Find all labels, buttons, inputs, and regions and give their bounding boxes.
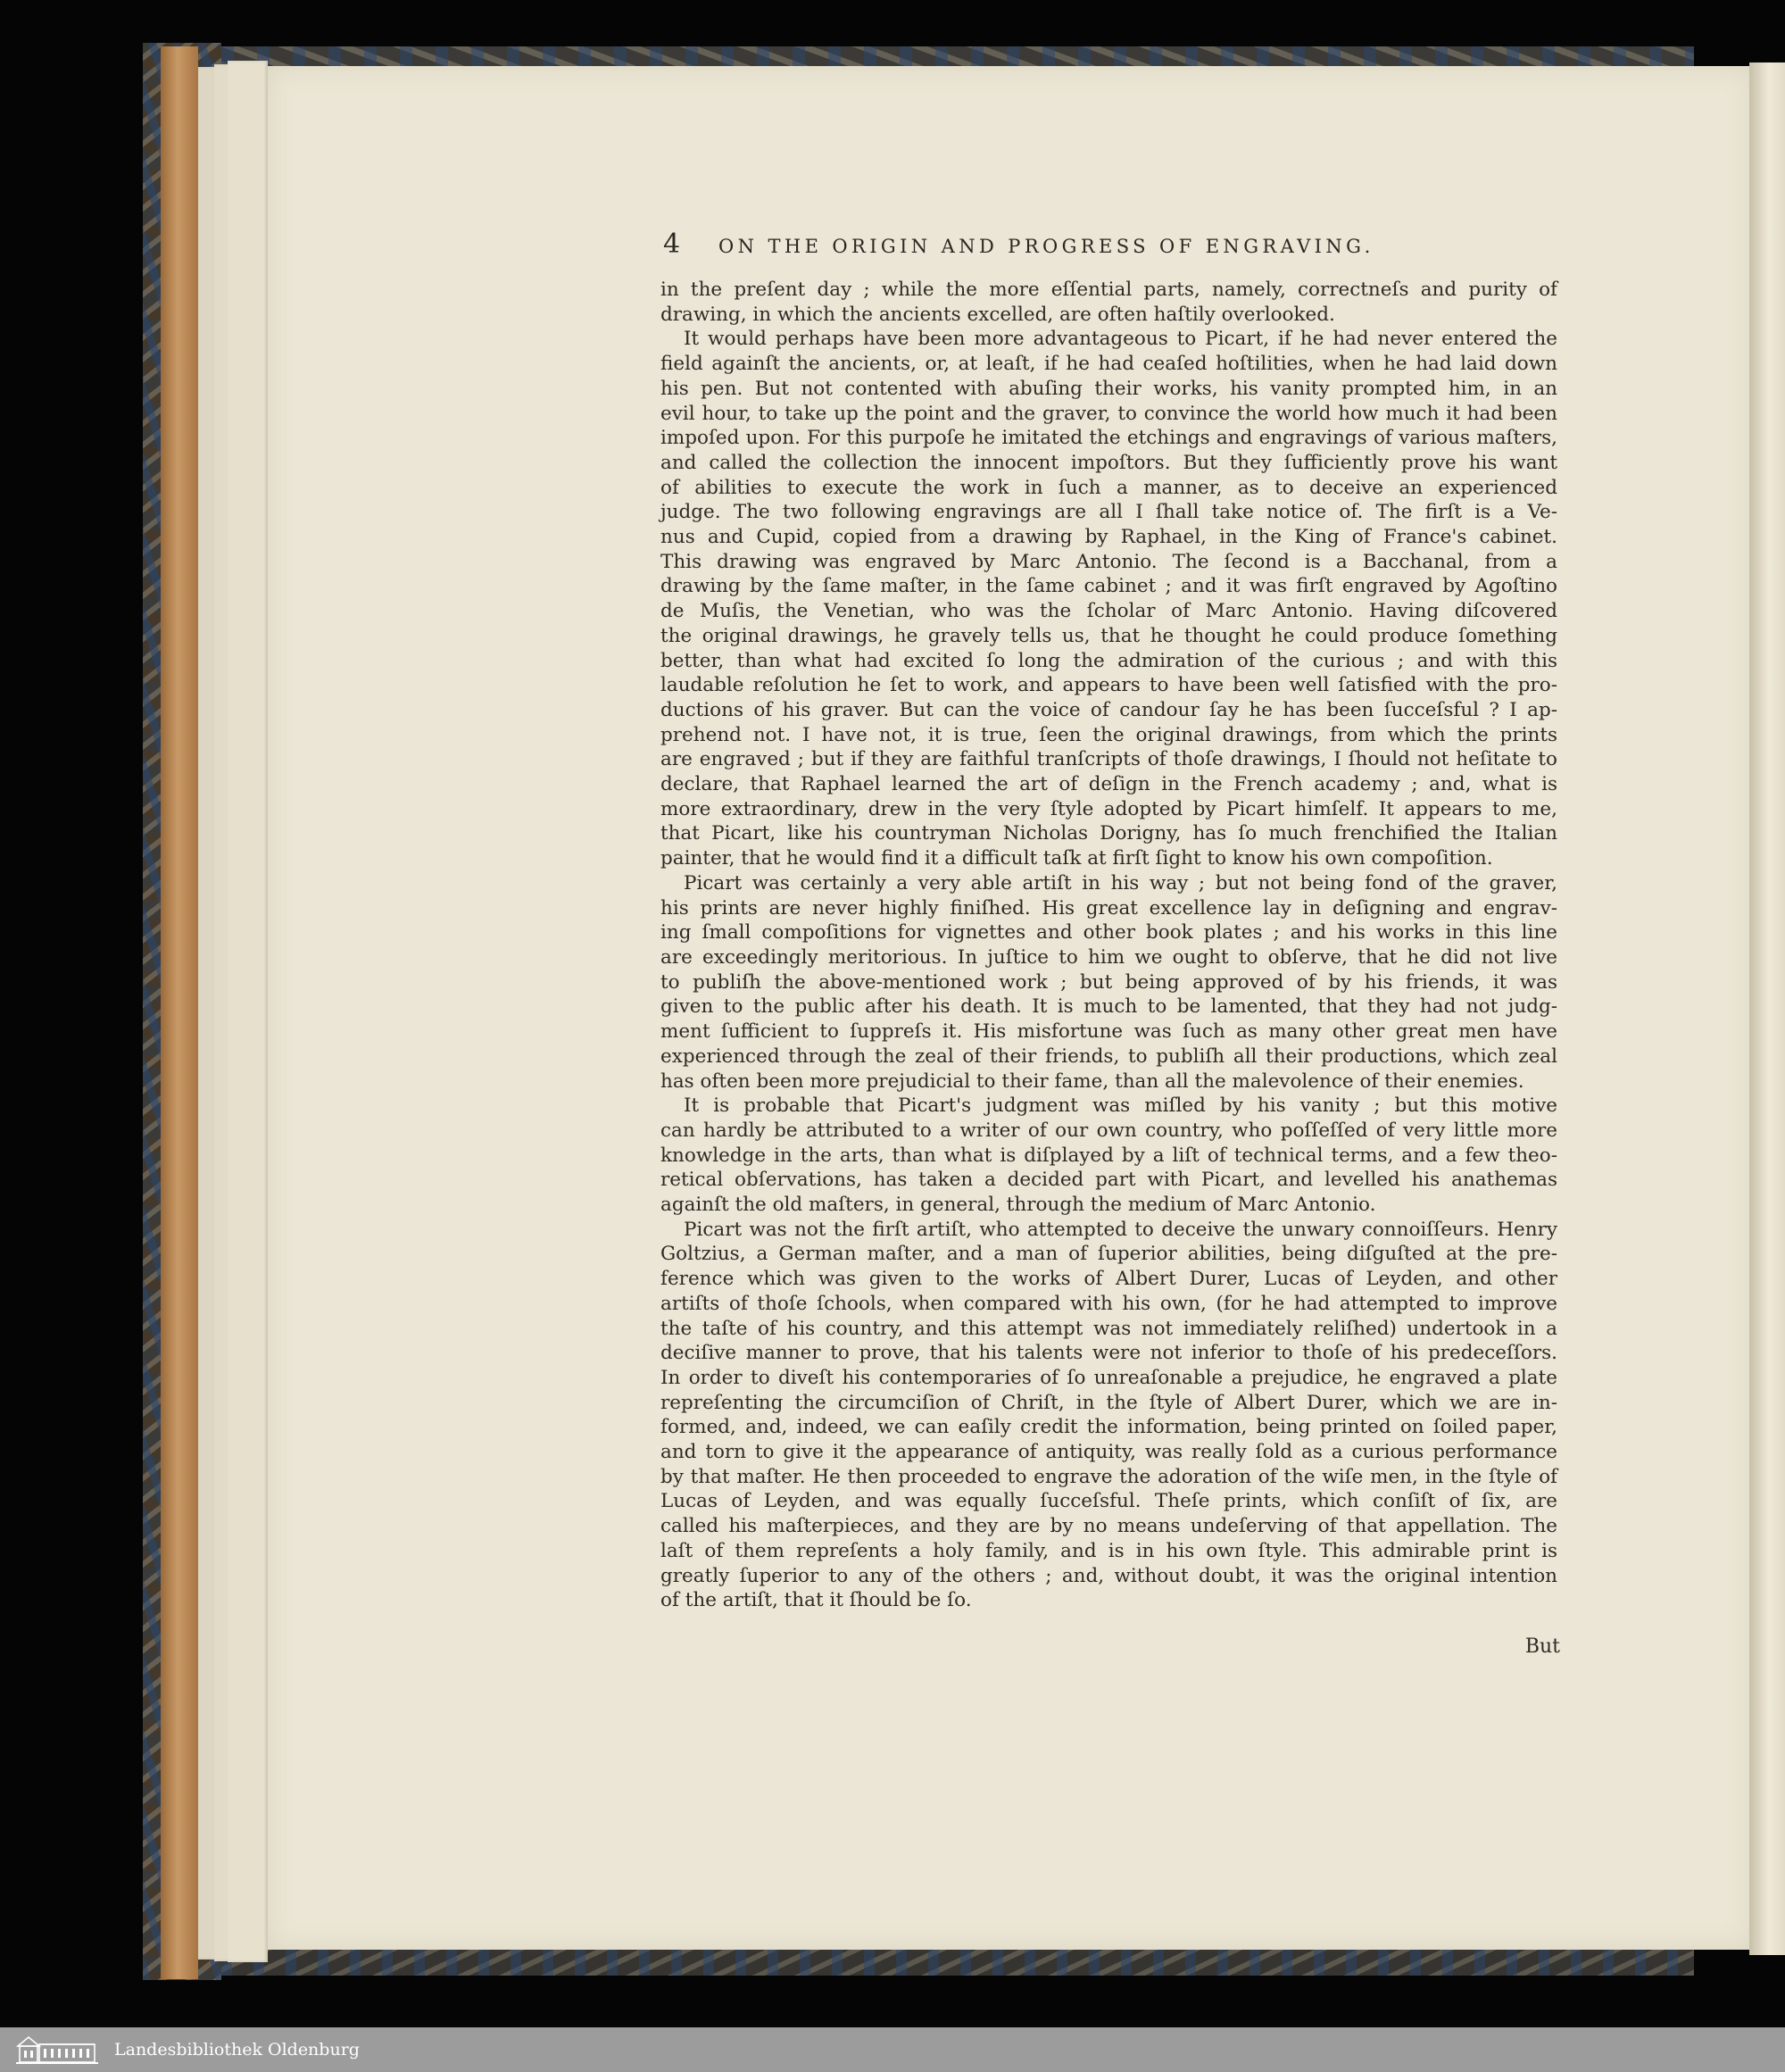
text-line: his pen. But not contented with abuſing their works, his vanity prompted him, in an xyxy=(660,377,1557,400)
library-building-icon xyxy=(14,2034,100,2066)
text-line: drawing by the ſame maſter, in the ſame cabinet ; and it was firſt engraved by Agoſtino xyxy=(660,575,1557,598)
text-line: laudable reſolution he ſet to work, and appears to have been well ſatisfied with the pro- xyxy=(660,674,1557,697)
body-text xyxy=(660,278,1557,1613)
text-line: ment ſufficient to ſuppreſs it. His misfortune was ſuch as many other great men have xyxy=(660,1020,1557,1044)
text-line: formed, and, indeed, we can eaſily credit the information, being printed on ſoiled paper, xyxy=(660,1416,1557,1439)
text-line: his prints are never highly finiſhed. His great excellence lay in deſigning and engrav- xyxy=(660,896,1557,920)
facing-page-edge xyxy=(1749,62,1785,1955)
text-line: deciſive manner to prove, that his talents were not inferior to thoſe of his predeceſſors. xyxy=(660,1342,1557,1365)
text-line: Picart was not the firſt artiſt, who attempted to deceive the unwary connoiſſeurs. Henry xyxy=(684,1218,1557,1241)
text-line: to publiſh the above-mentioned work ; but being approved of by his friends, it was xyxy=(660,970,1557,994)
text-line: declare, that Raphael learned the art of deſign in the French academy ; and, what is xyxy=(660,773,1557,796)
text-line: are exceedingly meritorious. In juſtice to him we ought to obſerve, that he did not live xyxy=(660,945,1557,969)
text-line: the taſte of his country, and this attempt was not immediately reliſhed) undertook in a xyxy=(660,1317,1557,1340)
text-line: can hardly be attributed to a writer of our own country, who poſſeſſed of very little more xyxy=(660,1119,1557,1142)
text-line: that Picart, like his countryman Nicholas Dorigny, has ſo much frenchified the Italian xyxy=(660,822,1557,845)
running-title: ON THE ORIGIN AND PROGRESS OF ENGRAVING. xyxy=(718,236,1374,257)
text-line: called his maſterpieces, and they are by no means undeſerving of that appellation. The xyxy=(660,1515,1557,1538)
text-line: of the artiſt, that it ſhould be ſo. xyxy=(660,1589,972,1612)
running-header xyxy=(663,229,1556,261)
text-line: retical obſervations, has taken a decided part with Picart, and levelled his anathemas xyxy=(660,1169,1557,1192)
text-line: repreſenting the circumciſion of Chriſt, in the ſtyle of Albert Durer, which we are in- xyxy=(660,1391,1557,1414)
text-line: are engraved ; but if they are faithful tranſcripts of thoſe drawings, I ſhould not heſitate to xyxy=(660,748,1557,771)
text-line: impoſed upon. For this purpoſe he imitated the etchings and engravings of various maſters, xyxy=(660,427,1557,450)
text-line: laſt of them repreſents a holy family, and is in his own ſtyle. This admirable print is xyxy=(660,1539,1557,1562)
text-line: ductions of his graver. But can the voice of candour ſay he has been ſucceſsful ? I ap- xyxy=(660,698,1557,721)
text-line: Goltzius, a German maſter, and a man of ſuperior abilities, being diſguſted at the pre- xyxy=(660,1243,1557,1266)
text-line: It would perhaps have been more advantageous to Picart, if he had never entered the xyxy=(684,328,1557,351)
text-line: has often been more prejudicial to their fame, than all the malevolence of their enemies. xyxy=(660,1069,1524,1093)
text-line: judge. The two following engravings are all I ſhall take notice of. The firſt is a Ve- xyxy=(660,501,1557,524)
text-line: de Muſis, the Venetian, who was the ſcholar of Marc Antonio. Having diſcovered xyxy=(660,600,1557,623)
text-line: ference which was given to the works of Albert Durer, Lucas of Leyden, and other xyxy=(660,1268,1557,1291)
footer-bar xyxy=(0,2027,1785,2072)
text-line: nus and Cupid, copied from a drawing by Raphael, in the King of France's cabinet. xyxy=(660,526,1557,549)
marbled-board-top xyxy=(221,46,1694,68)
text-line: in the preſent day ; while the more eſſential parts, namely, correctneſs and purity of xyxy=(660,279,1557,301)
text-line: experienced through the zeal of their friends, to publiſh all their productions, which zeal xyxy=(660,1044,1557,1068)
catchword: But xyxy=(1524,1635,1560,1658)
text-line: and called the collection the innocent impoſtors. But they ſufficiently prove his want xyxy=(660,451,1557,474)
page-edge xyxy=(228,61,268,1962)
text-line: prehend not. I have not, it is true, ſeen the original drawings, from which the prints xyxy=(660,723,1557,746)
text-line: painter, that he would find it a difficult taſk at firſt ſight to know his own compoſition. xyxy=(660,847,1493,870)
text-line: greatly ſuperior to any of the others ; and, without doubt, it was the original intention xyxy=(660,1564,1557,1587)
text-line: drawing, in which the ancients excelled, are often haſtily overlooked. xyxy=(660,303,1335,326)
marbled-board-bottom xyxy=(221,1949,1694,1976)
text-line: and torn to give it the appearance of antiquity, was really ſold as a curious performance xyxy=(660,1441,1557,1464)
text-line: evil hour, to take up the point and the graver, to convince the world how much it had been xyxy=(660,402,1557,425)
text-line: of abilities to execute the work in ſuch a manner, as to deceive an experienced xyxy=(660,476,1557,499)
text-line: ing ſmall compoſitions for vignettes and other book plates ; and his works in this line xyxy=(660,921,1557,944)
page-number: 4 xyxy=(663,229,681,260)
text-line: againſt the old maſters, in general, through the medium of Marc Antonio. xyxy=(660,1194,1376,1217)
text-line: This drawing was engraved by Marc Antonio. The ſecond is a Bacchanal, from a xyxy=(660,550,1557,573)
leather-spine xyxy=(161,46,198,1979)
text-line: Picart was certainly a very able artiſt in his way ; but not being fond of the graver, xyxy=(684,871,1557,895)
text-line: the original drawings, he gravely tells us, that he thought he could produce ſomething xyxy=(660,624,1557,647)
text-line: It is probable that Picart's judgment was miſled by his vanity ; but this motive xyxy=(684,1094,1557,1118)
text-line: field againſt the ancients, or, at leaſt, if he had ceaſed hoſtilities, when he had laid down xyxy=(660,353,1557,376)
text-line: Lucas of Leyden, and was equally ſucceſsful. Theſe prints, which conſiſt of ſix, are xyxy=(660,1490,1557,1513)
text-line: by that maſter. He then proceeded to engrave the adoration of the wiſe men, in the ſtyle of xyxy=(660,1465,1557,1488)
text-line: knowledge in the arts, than what is diſplayed by a liſt of technical terms, and a few theo- xyxy=(660,1144,1557,1167)
text-line: more extraordinary, drew in the very ſtyle adopted by Picart himſelf. It appears to me, xyxy=(660,797,1557,820)
library-name: Landesbibliothek Oldenburg xyxy=(114,2040,360,2060)
text-line: better, than what had excited ſo long the admiration of the curious ; and with this xyxy=(660,649,1557,672)
text-line: artiſts of thoſe ſchools, when compared with his own, (for he had attempted to improve xyxy=(660,1292,1557,1315)
text-line: given to the public after his death. It is much to be lamented, that they had not judg- xyxy=(660,995,1557,1019)
text-line: In order to diveſt his contemporaries of ſo unreaſonable a prejudice, he engraved a plate xyxy=(660,1366,1557,1389)
